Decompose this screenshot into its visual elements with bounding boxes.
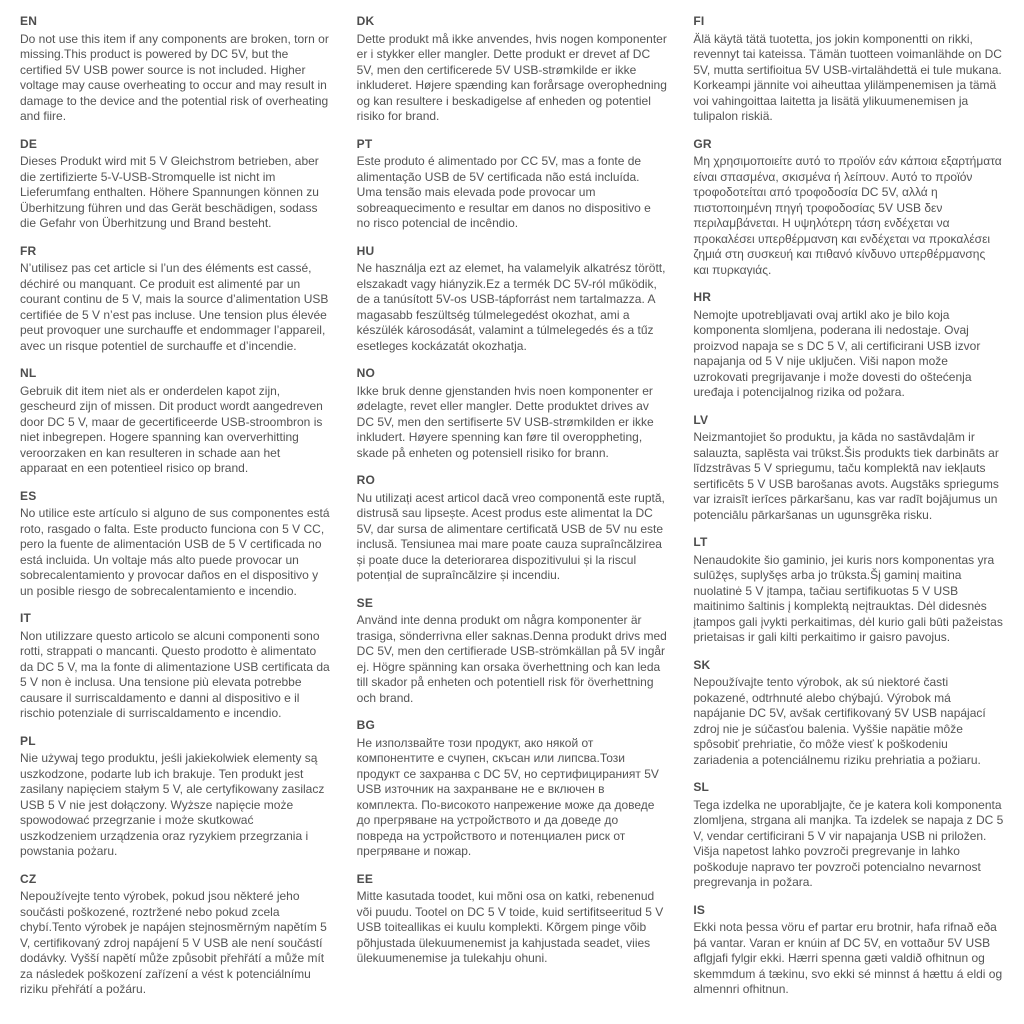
warning-text-no: Ikke bruk denne gjenstanden hvis noen komponenter er ødelagte, revet eller mangler. Dette produktet drives av DC 5V, men den sertifiserte 5V USB-strømkilden er ikke inkludert. Høyere spenning kan føre til overoppheting, skade på enheten og potensiell risiko for brann. xyxy=(356,383,654,460)
language-section-nl xyxy=(20,366,331,477)
language-code-fr: FR xyxy=(20,243,37,258)
language-code-gr: GR xyxy=(693,136,712,151)
language-section-no xyxy=(357,366,668,461)
language-section-it xyxy=(20,611,331,722)
language-code-se: SE xyxy=(356,595,374,610)
language-section-fr xyxy=(20,244,331,355)
language-code-es: ES xyxy=(20,488,37,503)
warning-text-ee: Mitte kasutada toodet, kui mõni osa on katki, rebenenud või puudu. Tootel on DC 5 V toide, kuid sertifitseeritud 5 V USB toiteallikas ei kuulu komplekti. Kõrgem pinge võib põhjustada ülekuumenemist ja kahjustada seadet, viies ülekuumenemise ja tulekahju ohuni. xyxy=(356,889,664,965)
warning-text-en: Do not use this item if any components are broken, torn or missing.This product is powered by DC 5V, but the certified 5V USB power source is not included. Higher voltage may cause overheating to occur and may result in damage to the device and the potential risk of overheating and fiire. xyxy=(20,31,329,123)
language-code-en: EN xyxy=(20,14,38,28)
warning-text-se: Använd inte denna produkt om några komponenter är trasiga, sönderrivna eller saknas.Denna produkt drivs med DC 5V, men den certifierade USB-strömkällan på 5V ingår ej. Högre spänning kan orsaka överhettning och kan leda till skador på enheten och potentiell risk för överhettning och brand. xyxy=(356,613,667,705)
language-section-dk xyxy=(357,14,668,125)
language-code-dk: DK xyxy=(356,14,375,28)
language-code-ro: RO xyxy=(356,473,376,487)
warning-text-gr: Μη χρησιμοποιείτε αυτό το προϊόν εάν κάποια εξαρτήματα είναι σπασμένα, σκισμένα ή λείπουν. Αυτό το προϊόν τροφοδοτείται από τροφοδοσία DC 5V, αλλά η πιστοποιημένη πηγή τροφοδοσίας 5V USB δεν περιλαμβάνεται. Η υψηλότερη τάση ενδέχεται να προκαλέσει υπερθέρμανση και ενδέχεται να προκαλέσει ζημιά στη συσκευή και πιθανό κίνδυνο υπερθέρμανσης και πυρκαγιάς. xyxy=(693,154,1002,277)
warning-text-sk: Nepoužívajte tento výrobok, ak sú niektoré časti pokazené, odtrhnuté alebo chýbajú. Výrobok má napájanie DC 5V, avšak certifikovaný 5V USB napájací zdroj nie je súčasťou balenia. Vyššie napätie môže spôsobiť prehriatie, čo môže viesť k poškodeniu zariadenia a potenciálnemu riziku prehriatia a požiaru. xyxy=(693,675,986,767)
warning-text-it: Non utilizzare questo articolo se alcuni componenti sono rotti, strappati o mancanti. Questo prodotto è alimentato da DC 5 V, ma la fonte di alimentazione USB certificata da 5 V non è inclusa. Una tensione più elevata potrebbe causare il surriscaldamento e danni al dispositivo e il rischio potenziale di surriscaldamento e incendio. xyxy=(20,628,330,720)
language-code-pl: PL xyxy=(20,733,36,748)
warning-text-fr: N’utilisez pas cet article si l’un des éléments est cassé, déchiré ou manquant. Ce produit est alimenté par un courant continu de 5 V, mais la source d’alimentation USB certifiée de 5 V n’est pas incluse. Une tension plus élevée peut provoquer une surchauffe et endommager l’appareil, avec un risque potentiel de surchauffe et d’incendie. xyxy=(20,261,329,353)
warning-text-pl: Nie używaj tego produktu, jeśli jakiekolwiek elementy są uszkodzone, podarte lub ich brakuje. Ten produkt jest zasilany napięciem stałym 5 V, ale certyfikowany zasilacz USB 5 V nie jest dołączony. Wyższe napięcie może spowodować przegrzanie i może skutkować uszkodzeniem urządzenia oraz ryzykiem przegrzania i powstania pożaru. xyxy=(20,751,325,858)
warning-text-lv: Neizmantojiet šo produktu, ja kāda no sastāvdaļām ir salauzta, saplēsta vai trūkst.Šis produkts tiek darbināts ar līdzstrāvas 5 V spriegumu, taču komplektā nav iekļauts sertificēts 5 V USB barošanas avots. Augstāks spriegums var izraisīt ierīces pārkaršanu, kas var radīt bojājumus un potenciālu pārkaršanas un ugunsgrēka risku. xyxy=(693,430,999,522)
column-middle xyxy=(357,14,668,1010)
language-code-ee: EE xyxy=(356,871,374,886)
language-section-lt xyxy=(693,535,1004,646)
warning-text-sl: Tega izdelka ne uporabljajte, če je katera koli komponenta zlomljena, strgana ali manjka. Ta izdelek se napaja z DC 5 V, vendar certificirani 5 V vir napajanja USB ni priložen. Višja napetost lahko povzroči pregrevanje in lahko poškoduje napravo ter povzroči potencialno nevarnost pregrevanja in požara. xyxy=(693,797,1004,889)
language-code-fi: FI xyxy=(693,14,705,28)
language-section-sk xyxy=(693,658,1004,769)
warning-text-fi: Älä käytä tätä tuotetta, jos jokin komponentti on rikki, revennyt tai kateissa. Tämän tuotteen voimanlähde on DC 5V, mutta sertifioitua 5V USB-virtalähdettä ei tule mukana. Korkeampi jännite voi aiheuttaa ylilämpenemisen ja tämä voi vahingoittaa laitetta ja lisätä ylikuumenemisen ja tulipalon riskiä. xyxy=(693,31,1002,123)
language-section-bg xyxy=(357,718,668,860)
language-section-sl xyxy=(693,780,1004,891)
language-section-se xyxy=(357,596,668,707)
language-code-cz: CZ xyxy=(20,871,37,886)
column-left xyxy=(20,14,331,1010)
warning-text-bg: Не използвайте този продукт, ако някой от компонентите е счупен, скъсан или липсва.Този продукт се захранва с DC 5V, но сертифицираният 5V USB източник на захранване не е включен в комплекта. По-високото напрежение може да доведе до прегряване на устройството и да доведе до повреда на устройството и потенциален риск от прегряване и пожар. xyxy=(356,735,659,858)
language-section-lv xyxy=(693,413,1004,524)
language-section-en xyxy=(20,14,331,125)
language-code-it: IT xyxy=(20,611,32,625)
language-code-sk: SK xyxy=(693,657,711,672)
warning-text-cz: Nepoužívejte tento výrobek, pokud jsou některé jeho součásti poškozené, roztržené nebo pokud zcela chybí.Tento výrobek je napájen stejnosměrným napětím 5 V, certifikovaný zdroj napájení 5 V USB ale není součástí dodávky. Vyšší napětí může způsobit přehřátí a může mít za následek poškození zařízení a vést k potenciálnímu riziku přehřátí a požáru. xyxy=(20,889,327,996)
warning-text-ro: Nu utilizați acest articol dacă vreo componentă este ruptă, distrusă sau lipsește. Acest produs este alimentat la DC 5V, dar sursa de alimentare certificată USB de 5V nu este inclusă. Tensiunea mai mare poate cauza supraîncălzirea și poate duce la deteriorarea dispozitivului și la riscul potențial de supraîncălzire și incendiu. xyxy=(356,490,665,582)
language-code-sl: SL xyxy=(693,780,710,794)
warning-text-hu: Ne használja ezt az elemet, ha valamelyik alkatrész törött, elszakadt vagy hiányzik.Ez a termék DC 5V-ról működik, de a tanúsított 5V-os USB-tápforrást nem tartalmazza. A magasabb feszültség túlmelegedést okozhat, ami a készülék károsodását, valamint a túlmelegedés és a tűz esetleges kockázatát okozhatja. xyxy=(356,261,666,353)
language-code-no: NO xyxy=(356,366,376,380)
language-section-hu xyxy=(357,244,668,355)
language-section-pt xyxy=(357,137,668,232)
language-section-cz xyxy=(20,872,331,998)
language-code-is: IS xyxy=(693,902,706,917)
language-section-de xyxy=(20,137,331,232)
language-section-pl xyxy=(20,734,331,860)
warning-text-lt: Nenaudokite šio gaminio, jei kuris nors komponentas yra sulūžęs, suplyšęs arba jo trūksta.Šį gaminį maitina nuolatinė 5 V įtampa, tačiau sertifikuotas 5 V USB maitinimo šaltinis į komplektą neįtrauktas. Dėl didesnės įtampos gali įvykti perkaitimas, dėl kurio gali būti pažeistas prietaisas ir gali kilti perkaitimo ir gaisro pavojus. xyxy=(693,552,1003,644)
language-section-es xyxy=(20,489,331,600)
language-code-lv: LV xyxy=(693,412,709,427)
column-right xyxy=(693,14,1004,1010)
language-code-hr: HR xyxy=(693,290,712,304)
language-code-hu: HU xyxy=(356,243,375,258)
language-section-is xyxy=(693,903,1004,998)
warning-text-dk: Dette produkt må ikke anvendes, hvis nogen komponenter er i stykker eller mangler. Dette produkt er drevet af DC 5V, men den certificerede 5V USB-strømkilde er ikke inkluderet. Højere spænding kan forårsage overophedning og kan resultere i beskadigelse af enheden og potentiel risiko for brand. xyxy=(356,31,667,123)
warning-text-hr: Nemojte upotrebljavati ovaj artikl ako je bilo koja komponenta slomljena, poderana ili nedostaje. Ovaj proizvod napaja se s DC 5 V, ali certificirani USB izvor napajanja od 5 V nije uključen. Viši napon može uzrokovati pregrijavanje i može dovesti do oštećenja uređaja i potencijalnog rizika od požara. xyxy=(693,307,981,399)
language-code-bg: BG xyxy=(356,718,376,732)
language-section-hr xyxy=(693,290,1004,401)
language-code-pt: PT xyxy=(356,136,373,151)
language-section-ee xyxy=(357,872,668,967)
language-code-de: DE xyxy=(20,136,38,151)
warning-text-pt: Este produto é alimentado por CC 5V, mas a fonte de alimentação USB de 5V certificada não está incluída. Uma tensão mais elevada pode provocar um sobreaquecimento e resultar em danos no dispositivo e no risco potencial de incêndio. xyxy=(356,154,651,230)
warning-text-de: Dieses Produkt wird mit 5 V Gleichstrom betrieben, aber die zertifizierte 5-V-USB-Stromquelle ist nicht im Lieferumfang enthalten. Höhere Spannungen können zu Überhitzung führen und das Gerät beschädigen, sodass die Gefahr von Überhitzung und Brand besteht. xyxy=(20,154,319,230)
language-code-nl: NL xyxy=(20,366,37,380)
language-section-ro xyxy=(357,473,668,584)
warning-text-es: No utilice este artículo si alguno de sus componentes está roto, rasgado o falta. Este producto funciona con 5 V CC, pero la fuente de alimentación USB de 5 V certificada no está incluida. Un voltaje más alto puede provocar un sobrecalentamiento y provocar daños en el dispositivo y un posible riesgo de sobrecalentamiento e incendio. xyxy=(20,506,330,598)
language-section-gr xyxy=(693,137,1004,279)
language-code-lt: LT xyxy=(693,535,708,549)
warning-text-nl: Gebruik dit item niet als er onderdelen kapot zijn, gescheurd zijn of missen. Dit product wordt aangedreven door DC 5 V, maar de gecertificeerde USB-stroombron is niet inbegrepen. Hogere spanning kan oververhitting veroorzaken en kan resulteren in schade aan het apparaat en een potentieel risico op brand. xyxy=(20,383,323,475)
language-section-fi xyxy=(693,14,1004,125)
warning-text-is: Ekki nota þessa vöru ef partar eru brotnir, hafa rifnað eða þá vantar. Varan er knúin af DC 5V, en vottaður 5V USB aflgjafi fylgir ekki. Hærri spenna gæti valdið ofhitnun og skemmdum á tækinu, svo ekki sé minnst á hættu á eldi og almennri ofhitnun. xyxy=(693,920,1003,996)
